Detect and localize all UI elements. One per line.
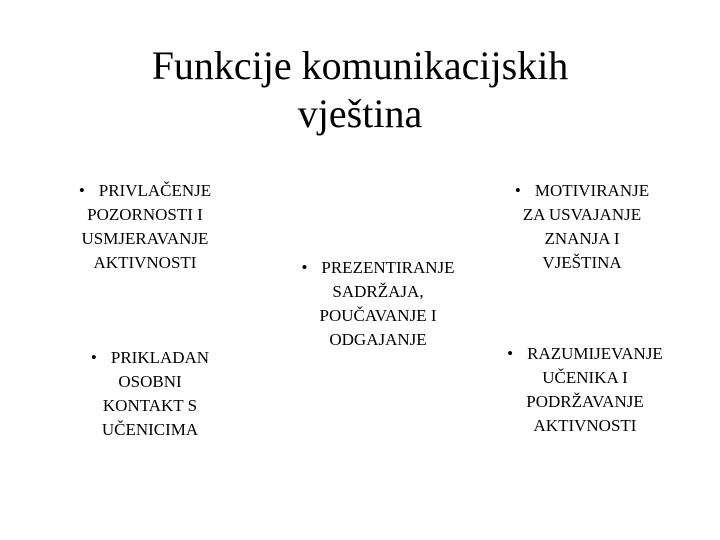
bullet-text-line: SADRŽAJA, (332, 282, 424, 301)
bullet-text-line: AKTIVNOSTI (533, 416, 637, 435)
slide-title-line-2: vještina (297, 91, 423, 136)
bullet-text-line: PREZENTIRANJE (321, 258, 455, 277)
bullet-text-line: ODGAJANJE (329, 330, 427, 349)
bullet-text-line: UČENIKA I (542, 368, 628, 387)
bullet-item-understanding (470, 342, 700, 438)
bullet-text-line: KONTAKT S (102, 396, 198, 415)
bullet-dot: • (507, 344, 514, 363)
bullet-dot: • (514, 181, 521, 200)
bullet-text-line: PODRŽAVANJE (526, 392, 644, 411)
bullet-text-line: RAZUMIJEVANJE (527, 344, 663, 363)
bullet-dot: • (301, 258, 308, 277)
bullet-text-line: PRIKLADAN (110, 348, 210, 367)
bullet-text-line: ZNANJA I (544, 229, 620, 248)
bullet-text-line: POUČAVANJE I (319, 306, 437, 325)
slide-title-line-1: Funkcije komunikacijskih (151, 43, 569, 88)
slide-title (0, 42, 720, 138)
bullet-text-line: OSOBNI (118, 372, 182, 391)
bullet-item-motivating (472, 179, 692, 275)
bullet-item-presenting (273, 256, 483, 352)
bullet-text-line: USMJERAVANJE (81, 229, 209, 248)
bullet-text-line: MOTIVIRANJE (534, 181, 650, 200)
bullet-item-contact (50, 346, 250, 442)
bullet-text-line: ZA USVAJANJE (522, 205, 642, 224)
bullet-dot: • (78, 181, 85, 200)
bullet-text-line: PRIVLAČENJE (98, 181, 212, 200)
bullet-text-line: POZORNOSTI I (87, 205, 203, 224)
bullet-text-line: UČENICIMA (101, 420, 199, 439)
bullet-dot: • (90, 348, 97, 367)
bullet-text-line: AKTIVNOSTI (93, 253, 197, 272)
bullet-item-attention (30, 179, 260, 275)
bullet-text-line: VJEŠTINA (542, 253, 622, 272)
